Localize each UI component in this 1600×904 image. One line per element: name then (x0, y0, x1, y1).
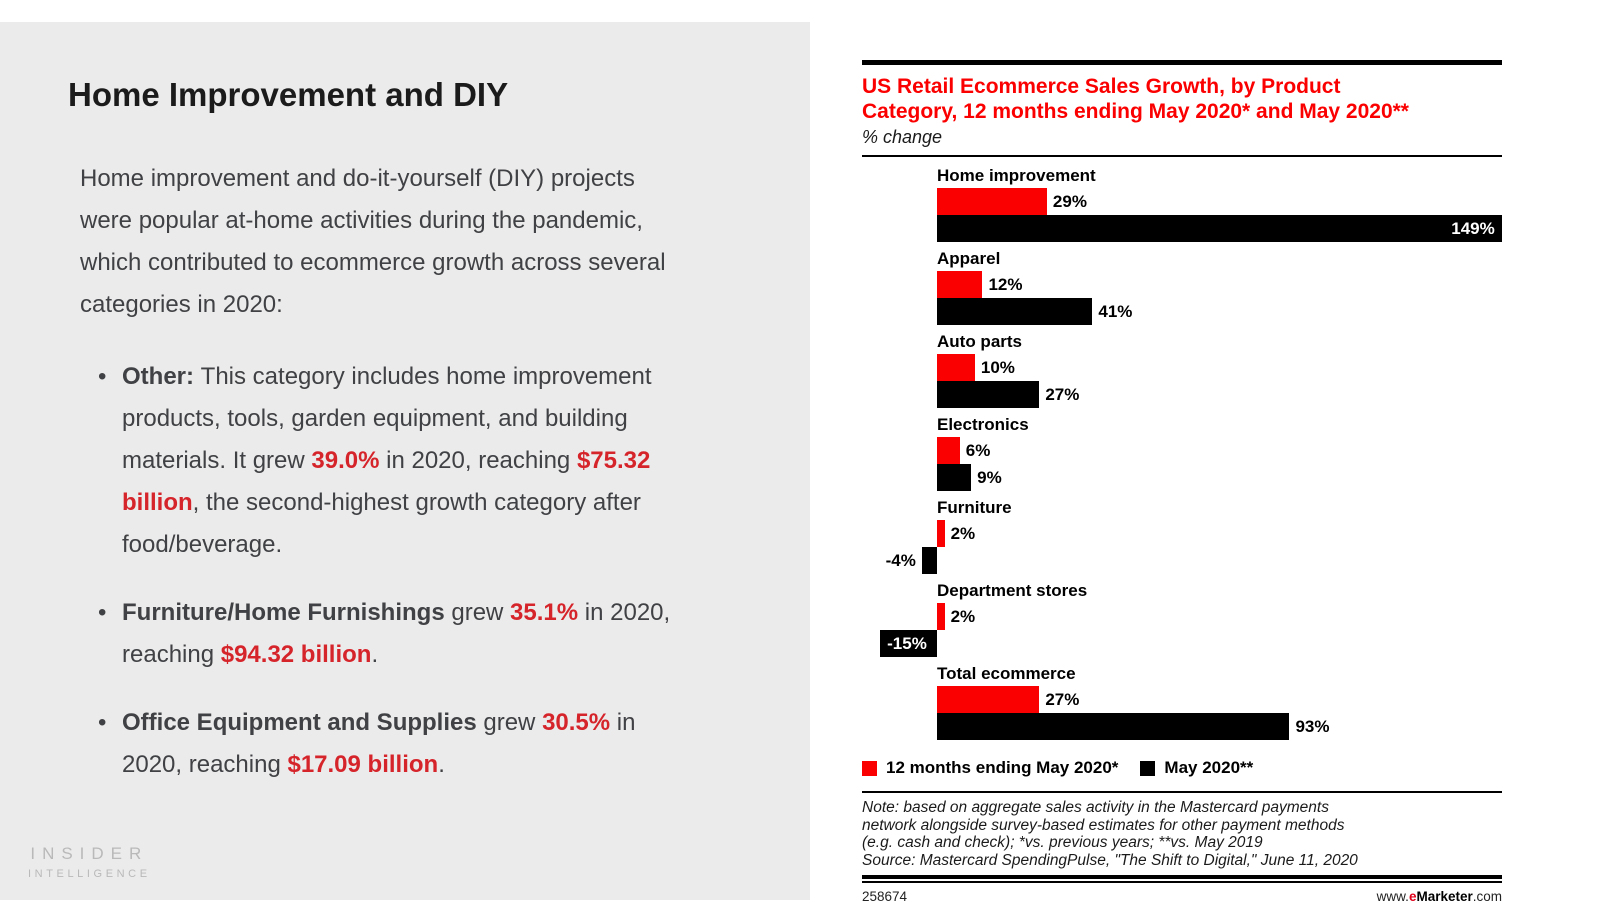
bullet-text: in 2020, reaching (379, 447, 577, 474)
chart-title-line-2: Category, 12 months ending May 2020* and May 2020** (862, 100, 1409, 123)
bullet-text: grew (444, 599, 511, 626)
insider-intelligence-logo (28, 844, 151, 880)
site-brand-e: e (1408, 889, 1417, 904)
bar-line (862, 464, 1502, 491)
highlight-value: $17.09 billion (287, 751, 439, 778)
bar-value-label: 10% (980, 358, 1015, 377)
page-title: Home Improvement and DIY (68, 76, 509, 113)
bar-line (862, 437, 1502, 464)
bar-may-2020 (937, 713, 1289, 740)
chart-top-rule (862, 60, 1502, 65)
bullet-list (96, 356, 696, 786)
bar-12-months (937, 271, 982, 298)
highlight-value: 39.0% (311, 447, 380, 474)
chart-row (862, 249, 1502, 325)
site-brand-rest: Marketer (1416, 889, 1473, 904)
chart-row (862, 415, 1502, 491)
intro-paragraph: Home improvement and do-it-yourself (DIY) projects were popular at-home activities during the pandemic, which contributed to ecommerce growth across several categories in 2020: (80, 165, 666, 318)
category-label: Electronics (937, 415, 1029, 434)
chart-row (862, 166, 1502, 242)
emarketer-link[interactable] (1377, 889, 1502, 904)
bar-may-2020 (937, 464, 971, 491)
highlight-value: $94.32 billion (220, 641, 372, 668)
legend-label: May 2020** (1164, 758, 1254, 777)
note-text: network alongside survey-based estimates for other payment methods (862, 816, 1345, 834)
bar-may-2020 (922, 547, 937, 574)
legend (862, 758, 1502, 778)
bar-value-label: 27% (1045, 690, 1080, 709)
logo-line-insider: INSIDER (30, 844, 149, 863)
bar-line (862, 215, 1502, 242)
note-text: (e.g. cash and check); *vs. previous years; **vs. May 2019 (862, 834, 1263, 851)
bold-lead: Office Equipment and Supplies (122, 709, 477, 736)
left-panel (0, 22, 810, 900)
bar-value-label: -4% (885, 551, 916, 570)
bar-12-months (937, 354, 975, 381)
bullet-item (96, 356, 696, 566)
bar-line (862, 603, 1502, 630)
category-label: Home improvement (937, 166, 1096, 185)
bar-line (862, 188, 1502, 215)
bar-value-label: 27% (1045, 385, 1080, 404)
chart-id: 258674 (862, 889, 908, 904)
bar-value-label: 2% (950, 524, 976, 543)
chart-title (862, 74, 1502, 124)
bar-value-label: 6% (965, 441, 991, 460)
bar-value-label: 93% (1295, 717, 1330, 736)
bullet-text: , the second-highest growth category after food/beverage. (122, 489, 641, 558)
bullet-item (96, 592, 696, 676)
bar-value-label: 149% (1451, 219, 1495, 238)
bar-line (862, 713, 1502, 740)
bold-lead: Furniture/Home Furnishings (122, 599, 445, 626)
legend-item (862, 758, 1118, 778)
chart-footer (862, 889, 1502, 904)
site-suffix: .com (1472, 889, 1502, 904)
logo-line-intelligence: INTELLIGENCE (28, 868, 151, 880)
chart-bottom-rule (862, 875, 1502, 883)
note-text: Note: based on aggregate sales activity in the Mastercard payments (862, 799, 1329, 816)
bar-value-label: 29% (1052, 192, 1087, 211)
source-text: Source: Mastercard SpendingPulse, "The Shift to Digital," June 11, 2020 (862, 851, 1358, 869)
legend-item (1140, 758, 1253, 778)
chart-title-line-1: US Retail Ecommerce Sales Growth, by Product (862, 75, 1341, 98)
bar-value-label: 41% (1098, 302, 1133, 321)
legend-swatch-black (1140, 761, 1155, 776)
category-label: Furniture (937, 498, 1012, 517)
bullet-text: This category includes home improvement products, tools, garden equipment, and building materials. It grew (122, 363, 652, 474)
bar-line (862, 630, 1502, 657)
bar-may-2020 (937, 381, 1039, 408)
bar-value-label: -15% (887, 634, 927, 653)
site-prefix: www. (1376, 889, 1409, 904)
bar-12-months (937, 188, 1047, 215)
bar-12-months (937, 437, 960, 464)
bar-may-2020 (937, 298, 1092, 325)
bar-value-label: 9% (977, 468, 1002, 487)
bold-lead: Other: (122, 363, 201, 390)
bullet-text: in 2020, reaching (122, 599, 671, 668)
category-label: Total ecommerce (937, 664, 1076, 683)
bar-line (862, 298, 1502, 325)
category-label: Department stores (937, 581, 1088, 600)
chart-row (862, 332, 1502, 408)
category-label: Auto parts (937, 332, 1022, 351)
bar-line (862, 354, 1502, 381)
bar-line (862, 271, 1502, 298)
bar-line (862, 520, 1502, 547)
bullet-text: grew (476, 709, 543, 736)
chart-subtitle: % change (862, 127, 1502, 157)
legend-label: 12 months ending May 2020* (886, 758, 1119, 777)
chart-row (862, 581, 1502, 657)
bar-line (862, 547, 1502, 574)
highlight-value: $75.32 billion (122, 447, 651, 516)
legend-swatch-red (862, 761, 877, 776)
bar-12-months (937, 520, 945, 547)
emarketer-chart (862, 60, 1502, 904)
note-block (862, 791, 1502, 869)
category-label: Apparel (937, 249, 1001, 268)
chart-plot-area (862, 166, 1502, 740)
highlight-value: 35.1% (510, 599, 579, 626)
bar-12-months (937, 686, 1039, 713)
highlight-value: 30.5% (542, 709, 611, 736)
bar-value-label: 12% (988, 275, 1023, 294)
bar-value-label: 2% (950, 607, 976, 626)
bullet-text: in 2020, reaching (122, 709, 636, 778)
bar-12-months (937, 603, 945, 630)
bar-may-2020 (937, 215, 1502, 242)
bar-line (862, 686, 1502, 713)
chart-row (862, 664, 1502, 740)
chart-row (862, 498, 1502, 574)
bar-line (862, 381, 1502, 408)
bullet-text: . (371, 641, 379, 668)
bullet-item (96, 702, 696, 786)
bullet-text: . (438, 751, 445, 778)
